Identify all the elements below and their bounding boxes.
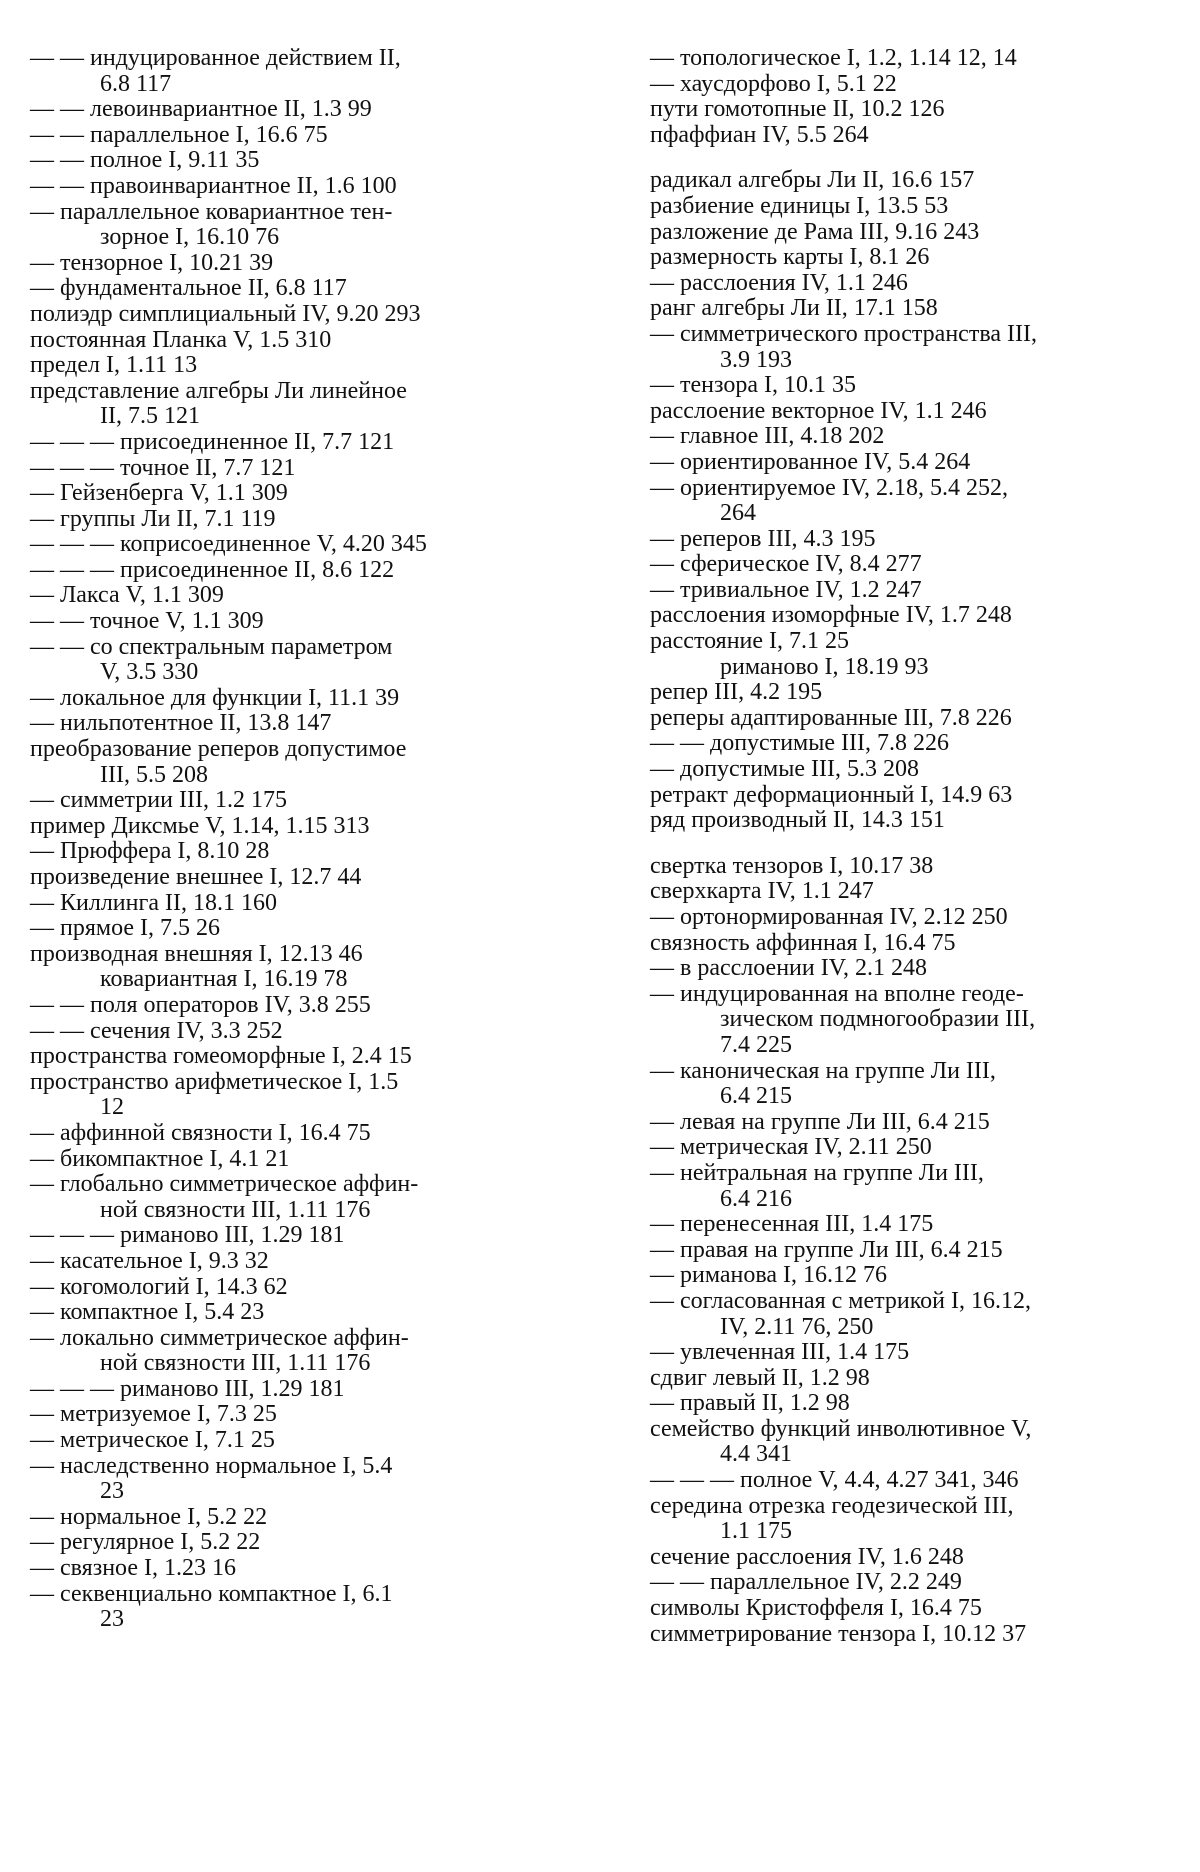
index-entry-line: риманово I, 18.19 93 — [720, 653, 929, 680]
index-entry-line: расслоение векторное IV, 1.1 246 — [650, 397, 987, 424]
index-entry-line: ной связности III, 1.11 176 — [100, 1350, 371, 1377]
index-entry-line: ранг алгебры Ли II, 17.1 158 — [650, 295, 938, 322]
index-entry-line: 6.4 216 — [720, 1185, 792, 1212]
index-entry-line: пути гомотопные II, 10.2 126 — [650, 96, 945, 123]
index-entry-line: постоянная Планка V, 1.5 310 — [30, 326, 332, 353]
index-entry-line: — увлеченная III, 1.4 175 — [650, 1339, 910, 1366]
index-entry-line: — топологическое I, 1.2, 1.14 12, 14 — [650, 45, 1017, 71]
index-entry-line: — нормальное I, 5.2 22 — [30, 1503, 268, 1530]
index-entry-line: — правый II, 1.2 98 — [650, 1390, 850, 1417]
index-entry-line: сверхкарта IV, 1.1 247 — [650, 878, 874, 905]
index-entry-line: — хаусдорфово I, 5.1 22 — [650, 70, 897, 97]
index-entry-line: — касательное I, 9.3 32 — [30, 1247, 269, 1274]
index-entry-line: 264 — [720, 500, 756, 527]
index-entry-line: — допустимые III, 5.3 208 — [650, 756, 919, 783]
index-entry-line: — — — точное II, 7.7 121 — [30, 454, 296, 481]
index-entry-line: — в расслоении IV, 2.1 248 — [650, 955, 927, 982]
index-entry-line: — правая на группе Ли III, 6.4 215 — [650, 1236, 1003, 1263]
index-entry-line: — — полное I, 9.11 35 — [30, 147, 260, 174]
index-entry-line: пфаффиан IV, 5.5 264 — [650, 121, 869, 148]
index-entry-line: расстояние I, 7.1 25 — [650, 628, 850, 655]
index-entry-line: — метрическое I, 7.1 25 — [30, 1427, 275, 1454]
index-entry-line: — — — коприсоединенное V, 4.20 345 — [30, 531, 427, 558]
index-entry-line: — Киллинга II, 18.1 160 — [30, 889, 277, 916]
index-entry-line: — левая на группе Ли III, 6.4 215 — [650, 1108, 990, 1135]
index-entry-line: — регулярное I, 5.2 22 — [30, 1529, 261, 1556]
index-entry-line: — перенесенная III, 1.4 175 — [650, 1211, 934, 1238]
index-entry-line: символы Кристоффеля I, 16.4 75 — [650, 1595, 982, 1622]
index-entry-line: — тензора I, 10.1 35 — [650, 372, 856, 399]
index-entry-line: произведение внешнее I, 12.7 44 — [30, 864, 362, 890]
index-entry-line: ряд производный II, 14.3 151 — [650, 807, 945, 834]
index-entry-line: 6.8 117 — [100, 70, 172, 97]
index-entry-line: полиэдр симплициальный IV, 9.20 293 — [30, 300, 421, 327]
index-entry-line: разложение де Рама III, 9.16 243 — [650, 218, 980, 245]
index-entry-line: — локальное для функции I, 11.1 39 — [30, 684, 400, 711]
index-entry-line: — — — присоединенное II, 7.7 121 — [30, 428, 395, 455]
index-entry-line: — — индуцированное действием II, — [30, 45, 401, 71]
index-entry-line: — симметрического пространства III, — [650, 320, 1037, 347]
index-entry-line: — Прюффера I, 8.10 28 — [30, 838, 270, 865]
index-entry-line: — — — риманово III, 1.29 181 — [30, 1222, 345, 1249]
index-entry-line: — индуцированная на вполне геоде- — [650, 980, 1024, 1007]
index-entry-line: — — левоинвариантное II, 1.3 99 — [30, 96, 372, 123]
index-entry-line: — — параллельное IV, 2.2 249 — [650, 1569, 962, 1596]
index-entry-line: 23 — [100, 1478, 124, 1505]
index-entry-line: преобразование реперов допустимое — [30, 736, 407, 763]
index-entry-line: — группы Ли II, 7.1 119 — [30, 505, 276, 532]
index-entry-line: — ориентируемое IV, 2.18, 5.4 252, — [650, 474, 1009, 501]
index-entry-line: 4.4 341 — [720, 1441, 792, 1468]
index-entry-line: зорное I, 16.10 76 — [100, 224, 280, 251]
index-entry-line: 1.1 175 — [720, 1518, 792, 1545]
index-entry-line: — — допустимые III, 7.8 226 — [650, 730, 949, 757]
index-entry-line: — локально симметрическое аффин- — [30, 1324, 409, 1351]
index-entry-line: — бикомпактное I, 4.1 21 — [30, 1145, 290, 1172]
index-entry-line: — нильпотентное II, 13.8 147 — [30, 710, 332, 737]
index-column-right — [650, 46, 1190, 1647]
index-entry-line: — прямое I, 7.5 26 — [30, 915, 221, 942]
index-entry-line: связность аффинная I, 16.4 75 — [650, 929, 956, 956]
index-entry-line: 12 — [100, 1094, 124, 1121]
index-entry-line: семейство функций инволютивное V, — [650, 1415, 1032, 1442]
index-entry-line: середина отрезка геодезической III, — [650, 1492, 1014, 1519]
section-gap — [650, 834, 1190, 854]
index-entry-line: — риманова I, 16.12 76 — [650, 1262, 888, 1289]
index-entry-line: — ориентированное IV, 5.4 264 — [650, 448, 971, 475]
index-entry-line: — согласованная с метрикой I, 16.12, — [650, 1287, 1031, 1314]
index-entry-line: — метрическая IV, 2.11 250 — [650, 1134, 932, 1161]
index-entry-line: 3.9 193 — [720, 346, 792, 373]
index-entry-line: ретракт деформационный I, 14.9 63 — [650, 781, 1013, 808]
index-entry-line: — связное I, 1.23 16 — [30, 1555, 236, 1582]
index-entry-line: 7.4 225 — [720, 1031, 792, 1058]
index-entry-line: свертка тензоров I, 10.17 38 — [650, 852, 934, 879]
index-entry-line: разбиение единицы I, 13.5 53 — [650, 192, 949, 219]
index-entry-line: — нейтральная на группе Ли III, — [650, 1159, 984, 1186]
index-entry-line: — наследственно нормальное I, 5.4 — [30, 1452, 393, 1479]
index-entry-line: — — сечения IV, 3.3 252 — [30, 1017, 283, 1044]
index-entry-line: II, 7.5 121 — [100, 403, 200, 430]
index-entry-line: зическом подмногообразии III, — [720, 1006, 1036, 1033]
index-entry-line: — — правоинвариантное II, 1.6 100 — [30, 172, 397, 199]
index-entry-line: — фундаментальное II, 6.8 117 — [30, 275, 347, 302]
index-entry-line: размерность карты I, 8.1 26 — [650, 244, 930, 271]
index-entry-line: V, 3.5 330 — [100, 659, 199, 686]
index-entry-line: III, 5.5 208 — [100, 761, 208, 788]
index-entry-line: реперы адаптированные III, 7.8 226 — [650, 704, 1012, 731]
index-entry-line: пространство арифметическое I, 1.5 — [30, 1068, 399, 1095]
index-entry-line: — аффинной связности I, 16.4 75 — [30, 1119, 371, 1146]
index-entry-line: пространства гомеоморфные I, 2.4 15 — [30, 1043, 412, 1070]
index-entry-line: 6.4 215 — [720, 1083, 792, 1110]
index-entry-line: производная внешняя I, 12.13 46 — [30, 940, 363, 967]
index-entry-line: расслоения изоморфные IV, 1.7 248 — [650, 602, 1012, 629]
index-entry-line: — метризуемое I, 7.3 25 — [30, 1401, 277, 1428]
index-entry-line: — симметрии III, 1.2 175 — [30, 787, 287, 814]
index-entry-line: предел I, 1.11 13 — [30, 352, 198, 379]
index-entry-line: — секвенциально компактное I, 6.1 — [30, 1580, 393, 1607]
index-entry-line: — — со спектральным параметром — [30, 633, 393, 660]
index-entry-line: — каноническая на группе Ли III, — [650, 1057, 996, 1084]
index-entry-line: ной связности III, 1.11 176 — [100, 1196, 371, 1223]
index-entry-line: — — точное V, 1.1 309 — [30, 608, 264, 635]
index-entry-line: — тензорное I, 10.21 39 — [30, 249, 274, 276]
index-entry-line: — расслоения IV, 1.1 246 — [650, 269, 908, 296]
index-entry-line: — сферическое IV, 8.4 277 — [650, 551, 922, 578]
index-entry-line: сдвиг левый II, 1.2 98 — [650, 1364, 870, 1391]
index-column-left — [30, 46, 590, 1633]
index-entry-line: — Лакса V, 1.1 309 — [30, 582, 224, 609]
index-entry-line: — компактное I, 5.4 23 — [30, 1299, 265, 1326]
index-entry-line: IV, 2.11 76, 250 — [720, 1313, 874, 1340]
index-entry-line: — — — риманово III, 1.29 181 — [30, 1375, 345, 1402]
index-entry-line: сечение расслоения IV, 1.6 248 — [650, 1543, 964, 1570]
index-entry-line: представление алгебры Ли линейное — [30, 377, 407, 404]
index-entry-line: 23 — [100, 1606, 124, 1633]
index-entry-line: — параллельное ковариантное тен- — [30, 198, 393, 225]
index-entry-line: — — поля операторов IV, 3.8 255 — [30, 991, 371, 1018]
index-entry-line: радикал алгебры Ли II, 16.6 157 — [650, 167, 975, 194]
index-entry-line: — реперов III, 4.3 195 — [650, 525, 876, 552]
index-entry-line: — когомологий I, 14.3 62 — [30, 1273, 288, 1300]
section-gap — [650, 148, 1190, 168]
index-entry-line: — — параллельное I, 16.6 75 — [30, 121, 328, 148]
index-entry-line: — — — присоединенное II, 8.6 122 — [30, 556, 395, 583]
index-entry-line: — главное III, 4.18 202 — [650, 423, 885, 450]
index-entry-line: — тривиальное IV, 1.2 247 — [650, 576, 922, 603]
index-entry-line: — глобально симметрическое аффин- — [30, 1171, 419, 1198]
index-entry-line: — Гейзенберга V, 1.1 309 — [30, 480, 288, 507]
index-entry-line: пример Диксмье V, 1.14, 1.15 313 — [30, 812, 370, 839]
index-entry-line: ковариантная I, 16.19 78 — [100, 966, 348, 993]
index-entry-line: симметрирование тензора I, 10.12 37 — [650, 1620, 1027, 1647]
index-entry-line: — ортонормированная IV, 2.12 250 — [650, 904, 1008, 930]
index-entry-line: репер III, 4.2 195 — [650, 679, 823, 706]
index-entry-line: — — — полное V, 4.4, 4.27 341, 346 — [650, 1467, 1019, 1494]
